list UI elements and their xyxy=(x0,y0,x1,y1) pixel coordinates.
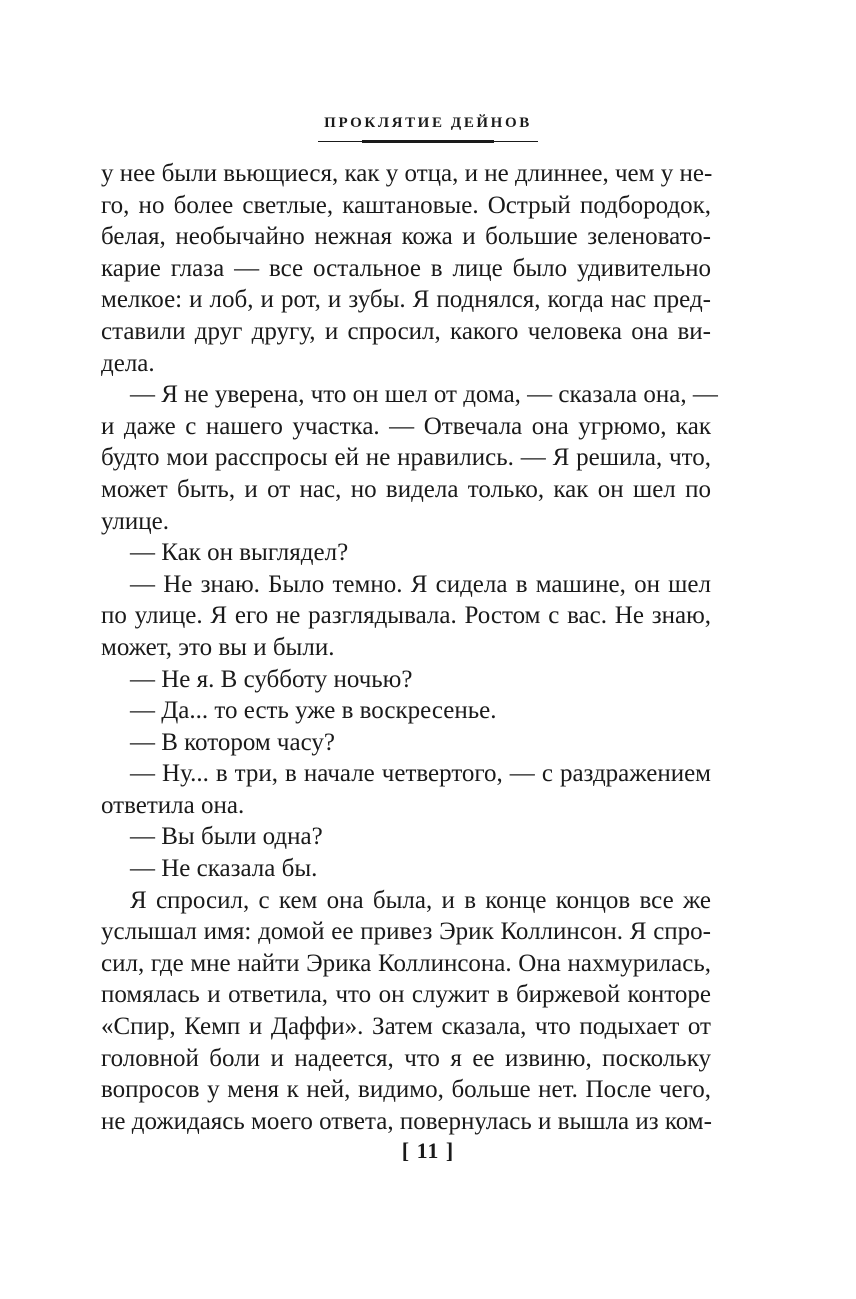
text-line: дела. xyxy=(101,349,155,377)
dialogue-line: — Не сказала бы. xyxy=(130,855,318,883)
text-line: карие глаза — все остальное в лице было удивительно xyxy=(101,254,711,282)
text-line: не дожидаясь моего ответа, повернулась и вышла из ком- xyxy=(101,1107,712,1135)
text-line: ответила она. xyxy=(101,791,245,819)
dialogue-line: — Я не уверена, что он шел от дома, — сказала она, — xyxy=(130,381,718,409)
text-line: головной боли и надеется, что я ее извиню, поскольку xyxy=(101,1044,711,1072)
text-line: улице. xyxy=(101,507,169,535)
text-line: белая, необычайно нежная кожа и большие зеленовато- xyxy=(101,223,711,251)
running-header xyxy=(0,113,856,133)
dialogue-line: — Не я. В субботу ночью? xyxy=(130,665,413,693)
text-line: сил, где мне найти Эрика Коллинсона. Она нахмурилась, xyxy=(101,949,711,977)
paragraph-first-line: Я спросил, с кем она была, и в конце концов все же xyxy=(130,886,711,914)
text-line: вопросов у меня к ней, видимо, больше нет. После чего, xyxy=(101,1076,711,1104)
text-line: у нее были вьющиеся, как у отца, и не длиннее, чем у не- xyxy=(101,160,713,187)
dialogue-line: — Вы были одна? xyxy=(130,823,323,851)
dialogue-line: — Как он выглядел? xyxy=(130,539,349,567)
dialogue-line: — Да... то есть уже в воскресенье. xyxy=(130,697,497,725)
dialogue-line: — Не знаю. Было темно. Я сидела в машине, он шел xyxy=(130,570,711,598)
body-text xyxy=(101,158,718,1137)
text-line: ставили друг другу, и спросил, какого человека она ви- xyxy=(101,317,711,345)
text-line: услышал имя: домой ее привез Эрик Коллинсон. Я спро- xyxy=(101,918,711,946)
text-line: может быть, и от нас, но видела только, как он шел по xyxy=(101,475,711,503)
text-line: мелкое: и лоб, и рот, и зубы. Я поднялся, когда нас пред- xyxy=(101,286,711,314)
dialogue-line: — В котором часу? xyxy=(130,728,335,756)
text-line: «Спир, Кемп и Даффи». Затем сказала, что подыхает от xyxy=(101,1013,711,1041)
text-line: может, это вы и были. xyxy=(101,633,335,661)
page-number: [ 11 ] xyxy=(401,1138,455,1163)
running-title: ПРОКЛЯТИЕ ДЕЙНОВ xyxy=(324,115,532,131)
dialogue-line: — Ну... в три, в начале четвертого, — с раздражением xyxy=(130,760,711,788)
text-line: помялась и ответила, что он служит в биржевой конторе xyxy=(101,981,711,1009)
title-rule xyxy=(362,140,494,143)
text-line: по улице. Я его не разглядывала. Ростом с вас. Не знаю, xyxy=(101,602,711,630)
text-line: го, но более светлые, каштановые. Острый подбородок, xyxy=(101,191,711,219)
text-line: и даже с нашего участка. — Отвечала она угрюмо, как xyxy=(101,412,711,440)
text-line: будто мои расспросы ей не нравились. — Я решила, что, xyxy=(101,444,711,472)
